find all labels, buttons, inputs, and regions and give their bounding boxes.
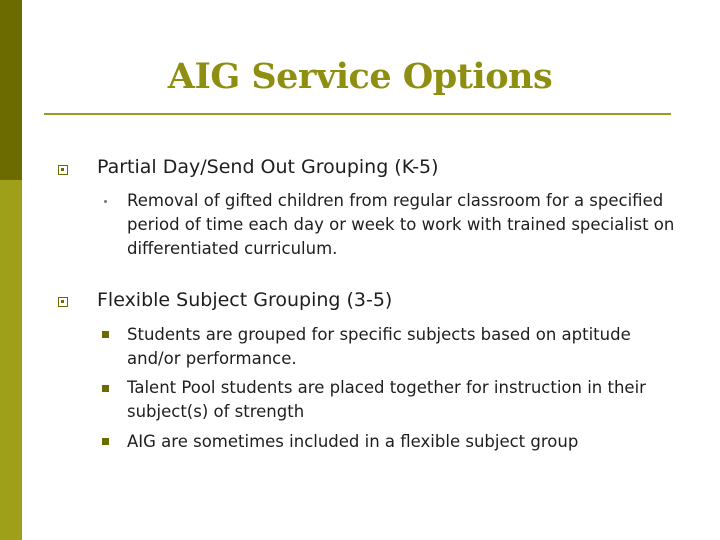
side-accent-bar-light: [0, 180, 22, 540]
list-item: AIG are sometimes included in a flexible subject group: [127, 432, 579, 451]
filled-square-bullet-icon: [102, 331, 109, 338]
list-item: Removal of gifted children from regular classroom for a specified period of time each day or week to work with trained specialist on differentiated curriculum.: [127, 191, 675, 258]
filled-square-bullet-icon: [102, 385, 109, 392]
square-bullet-icon: [58, 165, 68, 175]
dot-bullet-icon: [104, 200, 107, 203]
section-heading: Flexible Subject Grouping (3-5): [97, 289, 393, 311]
square-bullet-icon: [58, 297, 68, 307]
title-divider: [44, 113, 671, 115]
list-item: Talent Pool students are placed together for instruction in their subject(s) of strength: [127, 378, 646, 421]
slide-title: AIG Service Options: [167, 56, 553, 97]
list-item: Students are grouped for specific subjects based on aptitude and/or performance.: [127, 325, 631, 368]
filled-square-bullet-icon: [102, 438, 109, 445]
section-heading: Partial Day/Send Out Grouping (K-5): [97, 156, 439, 178]
